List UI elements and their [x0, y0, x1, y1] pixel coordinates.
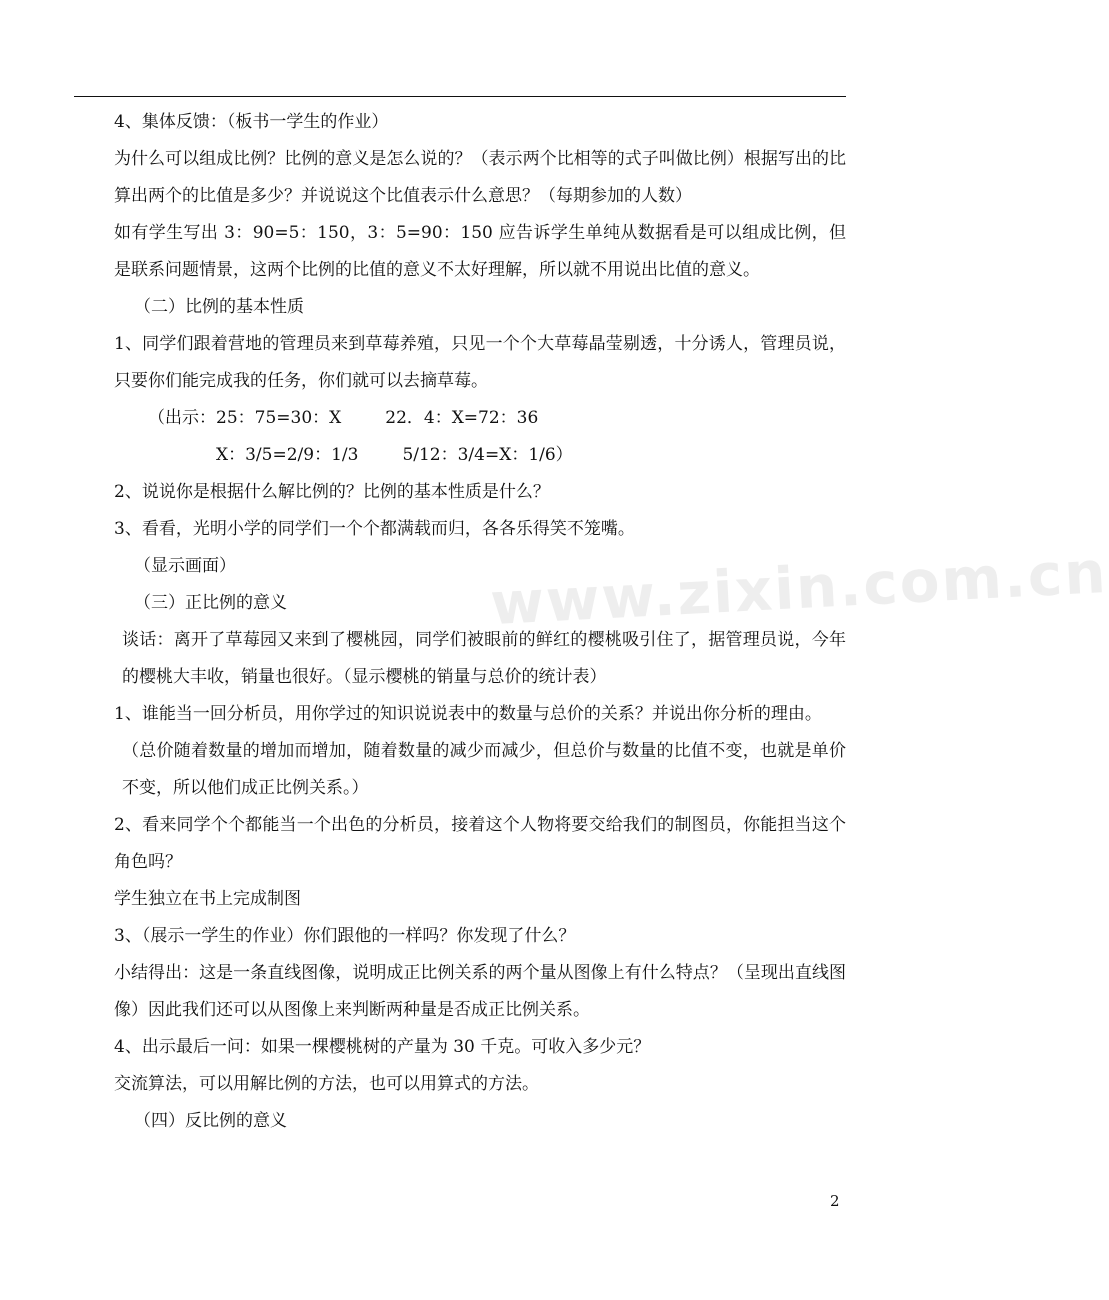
section-heading: （四）反比例的意义	[134, 1111, 287, 1131]
paragraph	[74, 733, 846, 807]
paragraph	[74, 622, 846, 696]
section-heading: （二）比例的基本性质	[134, 297, 304, 317]
paragraph-text: 1、谁能当一回分析员，用你学过的知识说说表中的数量与总价的关系？并说出你分析的理由。	[114, 704, 822, 724]
paragraph: 2、说说你是根据什么解比例的？比例的基本性质是什么？	[114, 482, 550, 502]
equation-line	[74, 437, 846, 474]
paragraph	[74, 807, 846, 881]
equation: 22．4：X=72：36	[385, 408, 539, 428]
paragraph	[74, 141, 846, 215]
paragraph	[74, 955, 846, 1029]
paragraph-text: 2、看来同学个个都能当一个出色的分析员，接着这个人物将要交给我们的制图员，你能担当这个角色吗？	[114, 815, 846, 872]
paragraph: 3、看看，光明小学的同学们一个个都满载而归，各各乐得笑不笼嘴。	[114, 519, 635, 539]
paragraph: 交流算法，可以用解比例的方法，也可以用算式的方法。	[114, 1074, 539, 1094]
watermark: www.zixin.com.cn	[488, 537, 1109, 639]
paragraph-text: （总价随着数量的增加而增加，随着数量的减少而减少，但总价与数量的比值不变，也就是单价不变，所以他们成正比例关系。）	[122, 741, 846, 798]
header-rule	[74, 96, 846, 97]
paragraph-text: 小结得出：这是一条直线图像，说明成正比例关系的两个量从图像上有什么特点？（呈现出直线图像）因此我们还可以从图像上来判断两种量是否成正比例关系。	[114, 963, 846, 1020]
paragraph-text: 如有学生写出 3：90=5：150，3：5=90：150 应告诉学生单纯从数据看是可以组成比例，但是联系问题情景，这两个比例的比值的意义不太好理解，所以就不用说出比值的意义。	[114, 223, 846, 280]
equation: 5/12：3/4=X：1/6）	[402, 445, 573, 465]
equation: X：3/5=2/9：1/3	[216, 445, 359, 465]
paragraph: 学生独立在书上完成制图	[114, 889, 301, 909]
paragraph-text: 为什么可以组成比例？比例的意义是怎么说的？（表示两个比相等的式子叫做比例）根据写出的比算出两个的比值是多少？并说说这个比值表示什么意思？（每期参加的人数）	[114, 149, 846, 206]
page-number: 2	[830, 1192, 840, 1210]
paragraph: （显示画面）	[134, 556, 236, 576]
equation: （出示：25：75=30：X	[148, 408, 342, 428]
paragraph	[74, 696, 846, 733]
paragraph-text: 1、同学们跟着营地的管理员来到草莓养殖，只见一个个大草莓晶莹剔透，十分诱人，管理员说，只要你们能完成我的任务，你们就可以去摘草莓。	[114, 334, 846, 391]
section-heading: （三）正比例的意义	[134, 593, 287, 613]
paragraph	[74, 215, 846, 289]
paragraph	[74, 326, 846, 400]
paragraph: 4、出示最后一问：如果一棵樱桃树的产量为 30 千克。可收入多少元？	[114, 1037, 651, 1057]
equation-line	[74, 400, 846, 437]
paragraph: 4、集体反馈：（板书一学生的作业）	[114, 112, 389, 132]
paragraph-text: 谈话：离开了草莓园又来到了樱桃园，同学们被眼前的鲜红的樱桃吸引住了，据管理员说，今年的樱桃大丰收，销量也很好。（显示樱桃的销量与总价的统计表）	[122, 630, 846, 687]
paragraph: 3、（展示一学生的作业）你们跟他的一样吗？你发现了什么？	[114, 926, 576, 946]
